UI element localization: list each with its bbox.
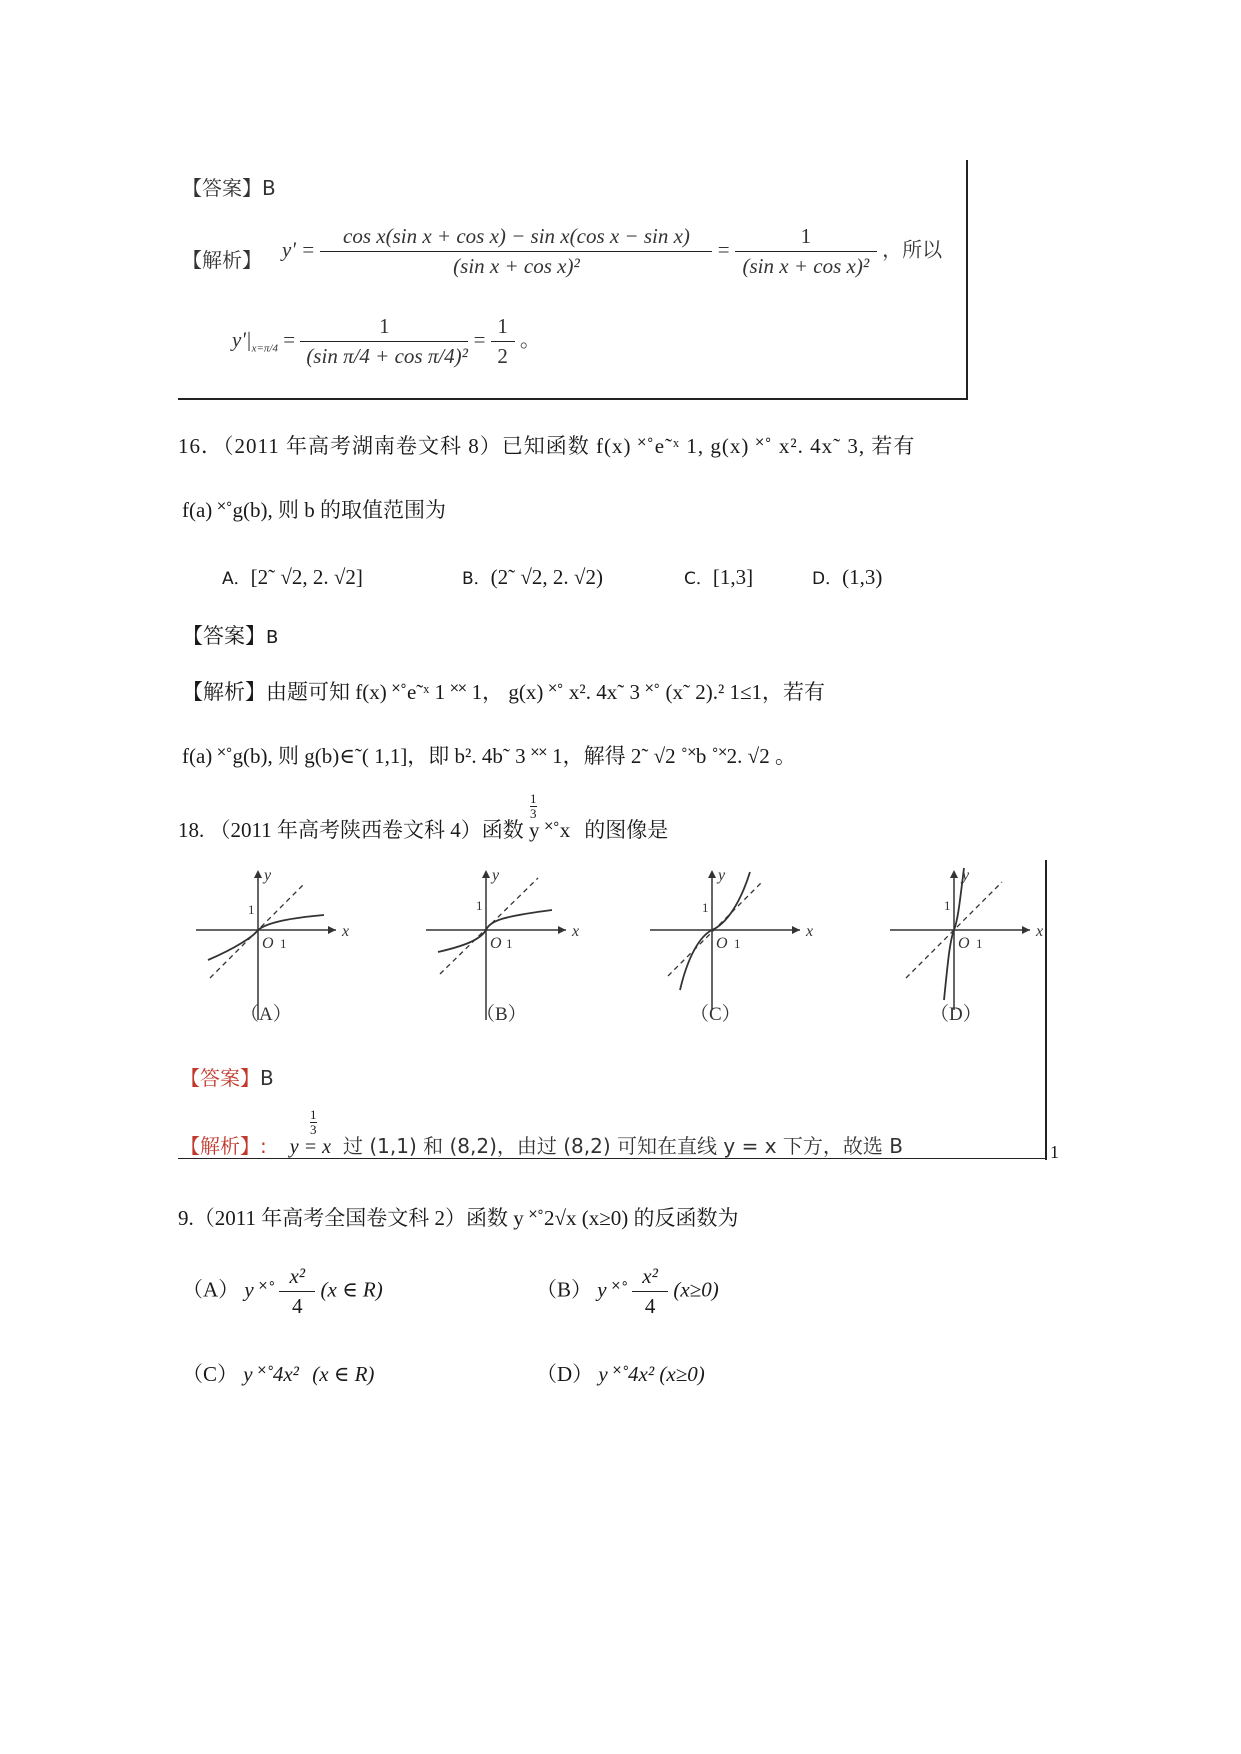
q16-analysis-line1: 【解析】由题可知 f(x) ˟˚e˜ˣ 1 ˟˟ 1， g(x) ˟˚ x². 4x˜ 3 ˟˚ (x˜ 2).² 1≤1，若有 <box>182 680 826 704</box>
q9-option-c: （C） y ˟˚4x² (x ∈ R) <box>182 1362 375 1386</box>
graph-b-one-x: 1 <box>506 936 513 951</box>
derivative-lhs: y' = <box>282 237 316 262</box>
prev-analysis-label: 【解析】 <box>182 248 262 272</box>
graph-a-y-label: y <box>264 867 272 884</box>
graph-a-one-x: 1 <box>280 936 287 951</box>
graph-a-x-label: x <box>342 923 350 940</box>
q16-analysis-line2: f(a) ˟˚g(b), 则 g(b)∈˜( 1,1]，即 b². 4b˜ 3 ˟˟ 1，解得 2˜ √2 ˚˟b ˚˟2. √2 。 <box>182 744 796 768</box>
derivative-fraction-1: $\frac{\text{cos x(sin x + cos x) − sin x(cos x − sin x)}}{\text{(sin x + cos x)²}}$ <box>320 224 712 279</box>
page-mark: 1 <box>1050 1142 1059 1162</box>
q9-option-a: （A） y ˟˚ $\frac{\text{x²}}{4}$ (x ∈ R) <box>182 1264 383 1318</box>
q16-answer: 【答案】B <box>182 624 279 648</box>
graph-c-one-y: 1 <box>702 900 709 915</box>
graph-a-one-y: 1 <box>248 902 255 917</box>
q18-analysis: 【解析】: y = x 1 3 过 (1,1) 和 (8,2)，由过 (8,2) 可知在直线 y = x 下方，故选 B <box>180 1107 903 1158</box>
graph-c-x-label: x <box>806 923 814 940</box>
graph-c-label: （C） <box>690 1004 741 1025</box>
graph-b <box>426 867 579 1025</box>
graph-d-label: （D） <box>930 1004 982 1025</box>
q16-option-a: A．[2˜ √2, 2. √2] <box>222 565 363 589</box>
graph-b-y-label: y <box>492 867 500 884</box>
q16-stem-line2: f(a) ˟˚g(b), 则 b 的取值范围为 <box>182 498 447 522</box>
q9-stem: 9.（2011 年高考全国卷文科 2）函数 y ˟˚2√x (x≥0) 的反函数为 <box>178 1206 739 1230</box>
graph-c-y-label: y <box>718 867 726 884</box>
q18-box-right-border <box>1045 860 1047 1160</box>
graph-d-one-x: 1 <box>976 936 983 951</box>
graph-c-origin: O <box>716 935 728 952</box>
q9-option-b: （B） y ˟˚ $\frac{\text{x²}}{4}$ (x≥0) <box>536 1264 719 1318</box>
derivative-fraction-2: $\frac{1}{\text{(sin x + cos x)²}}$ <box>735 224 877 279</box>
graph-b-origin: O <box>490 935 502 952</box>
box-right-border <box>966 160 968 400</box>
graph-d-one-y: 1 <box>944 898 951 913</box>
q16-option-b: B．(2˜ √2, 2. √2) <box>462 565 603 589</box>
graph-d-origin: O <box>958 935 970 952</box>
graph-a-origin: O <box>262 935 274 952</box>
prev-derivative-equation: y' = $\frac{\text{cos x(sin x + cos x) − sin x(cos x − sin x)}}{\text{(sin x + cos x)²}}$ = $\frac{1}{\text{(sin x + cos x)²}}$ ，所以 <box>282 224 943 278</box>
q18-box-bottom-border <box>178 1158 1046 1159</box>
q16-stem-line1: 16．（2011 年高考湖南卷文科 8）已知函数 f(x) ˟˚e˜ˣ 1, g(x) ˟˚ x². 4x˜ 3, 若有 <box>178 434 916 458</box>
graph-b-one-y: 1 <box>476 898 483 913</box>
graph-b-label: （B） <box>476 1004 527 1025</box>
q16-option-c: C．[1,3] <box>684 565 754 589</box>
graph-d-x-label: x <box>1036 923 1044 940</box>
graph-c-one-x: 1 <box>734 936 741 951</box>
graph-a-label: （A） <box>240 1004 292 1025</box>
q18-stem: 18. （2011 年高考陕西卷文科 4）函数 y ˟˚x 1 3 的图像是 <box>178 791 669 842</box>
q18-graphs <box>180 860 1044 1040</box>
value-fraction-1: $\frac{1}{\text{(sin π/4 + cos π/4)²}}$ <box>300 314 468 369</box>
q18-answer: 【答案】B <box>180 1066 274 1090</box>
graph-a <box>196 867 349 1025</box>
prev-value-equation: $y'|_{x=\pi/4}$ = $\frac{1}{\text{(sin π/4 + cos π/4)²}}$ = $\frac{1}{2}$ 。 <box>232 314 541 368</box>
box-bottom-border <box>178 398 968 400</box>
q16-option-d: D．(1,3) <box>812 565 883 589</box>
prev-answer: 【答案】B <box>182 176 276 200</box>
graph-d <box>890 867 1043 1025</box>
q9-option-d: （D） y ˟˚4x² (x≥0) <box>536 1362 705 1386</box>
graph-b-x-label: x <box>572 923 580 940</box>
value-fraction-2: $\frac{1}{2}$ <box>491 314 515 369</box>
graph-c-curve <box>680 872 750 990</box>
graph-d-y-label: y <box>962 867 970 884</box>
graph-c <box>650 867 813 1025</box>
